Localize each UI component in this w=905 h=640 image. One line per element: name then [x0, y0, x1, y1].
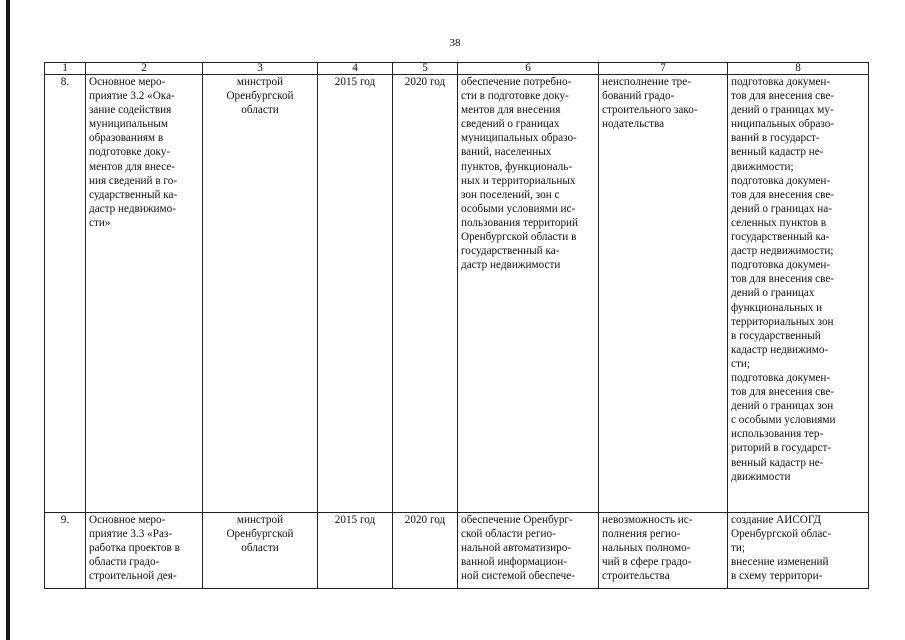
cell-text-line: ниципальных образо-: [731, 118, 835, 131]
col-number-5: 5: [393, 63, 458, 75]
page-number: 38: [449, 37, 461, 49]
cell-text-line: движимости;: [731, 160, 794, 173]
cell-text-line: использования тер-: [731, 428, 824, 441]
cell-text-line: сведений о границах: [461, 118, 560, 131]
col-number-7: 7: [599, 63, 728, 75]
cell-text-line: тов для внесения све-: [731, 90, 835, 103]
cell-text-line: венный кадастр не-: [731, 456, 824, 469]
cell-text-line: подготовке доку-: [89, 146, 171, 159]
cell-text-line: сти;: [731, 357, 750, 370]
cell-text-line: подготовка докумен-: [731, 76, 831, 88]
cell-text-line: Оренбургской: [226, 528, 294, 541]
expected-result-cell: [458, 513, 599, 589]
cell-text-line: в государственный: [731, 329, 821, 342]
table-row: [45, 513, 869, 589]
cell-text-line: строительной дея-: [89, 570, 177, 583]
cell-text-line: особыми условиями ис-: [461, 202, 576, 215]
cell-text-line: ванной информацион-: [461, 556, 567, 569]
cell-text-line: обеспечение потребно-: [461, 76, 572, 88]
end-year-cell: 2020 год: [393, 75, 458, 513]
cell-text-line: создание АИСОГД: [731, 514, 821, 526]
col-number-1: 1: [45, 63, 86, 75]
cell-text-line: приятие 3.2 «Ока-: [89, 90, 175, 103]
cell-text-line: Оренбургской: [226, 90, 294, 103]
cell-text-line: ментов для внесения: [461, 104, 561, 117]
cell-text-line: подготовка докумен-: [731, 371, 831, 384]
cell-text-line: нальной автоматизиро-: [461, 542, 572, 555]
col-number-3: 3: [203, 63, 318, 75]
cell-text-line: движимости: [731, 470, 791, 483]
cell-text-line: ской области регио-: [461, 528, 556, 541]
cell-text-line: ваний, населенных: [461, 146, 552, 159]
cell-text-line: государственный ка-: [461, 245, 560, 258]
cell-text-line: с особыми условиями: [731, 414, 836, 427]
cell-text-line: муниципальным: [89, 118, 168, 131]
executor-cell: [203, 513, 318, 589]
cell-text-line: ваний в государст-: [731, 132, 820, 145]
event-name-cell: [86, 513, 203, 589]
cell-text-line: венный кадастр не-: [731, 146, 824, 159]
cell-text-line: Оренбургской области в: [461, 231, 577, 244]
col-number-8: 8: [728, 63, 869, 75]
cell-text-line: невозможность ис-: [602, 514, 693, 526]
cell-text-line: области: [241, 104, 279, 117]
cell-text-line: минстрой: [236, 514, 284, 526]
cell-text-line: подготовка докумен-: [731, 259, 831, 272]
row-number-cell: 9.: [45, 513, 86, 589]
cell-text-line: зание содействия: [89, 104, 172, 117]
cell-text-line: тов для внесения све-: [731, 386, 835, 399]
cell-text-line: в схему территори-: [731, 570, 823, 583]
cell-text-line: ния сведений в го-: [89, 174, 178, 187]
cell-text-line: строительного зако-: [602, 104, 698, 117]
cell-text-line: обеспечение Оренбург-: [461, 514, 573, 526]
start-year-cell: 2015 год: [318, 513, 393, 589]
cell-text-line: приятие 3.3 «Раз-: [89, 528, 173, 541]
cell-text-line: Основное меро-: [89, 76, 166, 88]
cell-text-line: внесение изменений: [731, 556, 829, 569]
cell-text-line: дастр недвижимости;: [731, 245, 834, 258]
cell-text-line: ти;: [731, 542, 745, 555]
cell-text-line: зон поселений, зон с: [461, 188, 560, 201]
cell-text-line: ментов для внесе-: [89, 160, 175, 173]
cell-text-line: тов для внесения све-: [731, 188, 835, 201]
cell-text-line: дений о границах: [731, 287, 815, 300]
col-number-4: 4: [318, 63, 393, 75]
col-number-2: 2: [86, 63, 203, 75]
cell-text-line: дастр недвижимости: [461, 259, 561, 272]
cell-text-line: чий в сфере градо-: [602, 556, 692, 569]
cell-text-line: тов для внесения све-: [731, 273, 835, 286]
start-year-cell: 2015 год: [318, 75, 393, 513]
indicator-relation-cell: [728, 513, 869, 589]
cell-text-line: государственный ка-: [731, 231, 830, 244]
cell-text-line: дастр недвижимо-: [89, 202, 176, 215]
column-number-row: [45, 63, 869, 75]
cell-text-line: ной системой обеспече-: [461, 570, 575, 583]
cell-text-line: дений о границах зон: [731, 400, 834, 413]
consequence-cell: [599, 513, 728, 589]
cell-text-line: бований градо-: [602, 90, 675, 103]
executor-cell: [203, 75, 318, 513]
cell-text-line: Оренбургской облас-: [731, 528, 832, 541]
cell-text-line: сти»: [89, 216, 111, 229]
event-name-cell: [86, 75, 203, 513]
cell-text-line: ных и территориальных: [461, 174, 576, 187]
program-table: [44, 62, 869, 589]
cell-text-line: риторий в государст-: [731, 442, 832, 455]
cell-text-line: неисполнение тре-: [602, 76, 691, 88]
cell-text-line: подготовка докумен-: [731, 174, 831, 187]
expected-result-cell: [458, 75, 599, 513]
cell-text-line: функциональных и: [731, 301, 823, 314]
cell-text-line: строительства: [602, 570, 670, 583]
cell-text-line: муниципальных образо-: [461, 132, 577, 145]
cell-text-line: пользования территорий: [461, 216, 579, 229]
consequence-cell: [599, 75, 728, 513]
cell-text-line: минстрой: [236, 76, 284, 88]
end-year-cell: 2020 год: [393, 513, 458, 589]
cell-text-line: области: [241, 542, 279, 555]
cell-text-line: дений о границах на-: [731, 202, 832, 215]
cell-text-line: селенных пунктов в: [731, 216, 827, 229]
cell-text-line: области градо-: [89, 556, 160, 569]
cell-text-line: территориальных зон: [731, 315, 834, 328]
cell-text-line: Основное меро-: [89, 514, 166, 526]
cell-text-line: образованиям в: [89, 132, 164, 145]
cell-text-line: нодательства: [602, 118, 665, 131]
cell-text-line: работка проектов в: [89, 542, 180, 555]
indicator-relation-cell: [728, 75, 869, 513]
col-number-6: 6: [458, 63, 599, 75]
cell-text-line: кадастр недвижимо-: [731, 343, 829, 356]
cell-text-line: нальных полномо-: [602, 542, 691, 555]
cell-text-line: дений о границах му-: [731, 104, 834, 117]
cell-text-line: полнения регио-: [602, 528, 681, 541]
scan-edge-bar: [6, 0, 10, 640]
table-row: [45, 75, 869, 513]
cell-text-line: сти в подготовке доку-: [461, 90, 569, 103]
row-number-cell: 8.: [45, 75, 86, 513]
cell-text-line: пунктов, функциональ-: [461, 160, 573, 173]
cell-text-line: сударственный ка-: [89, 188, 178, 201]
